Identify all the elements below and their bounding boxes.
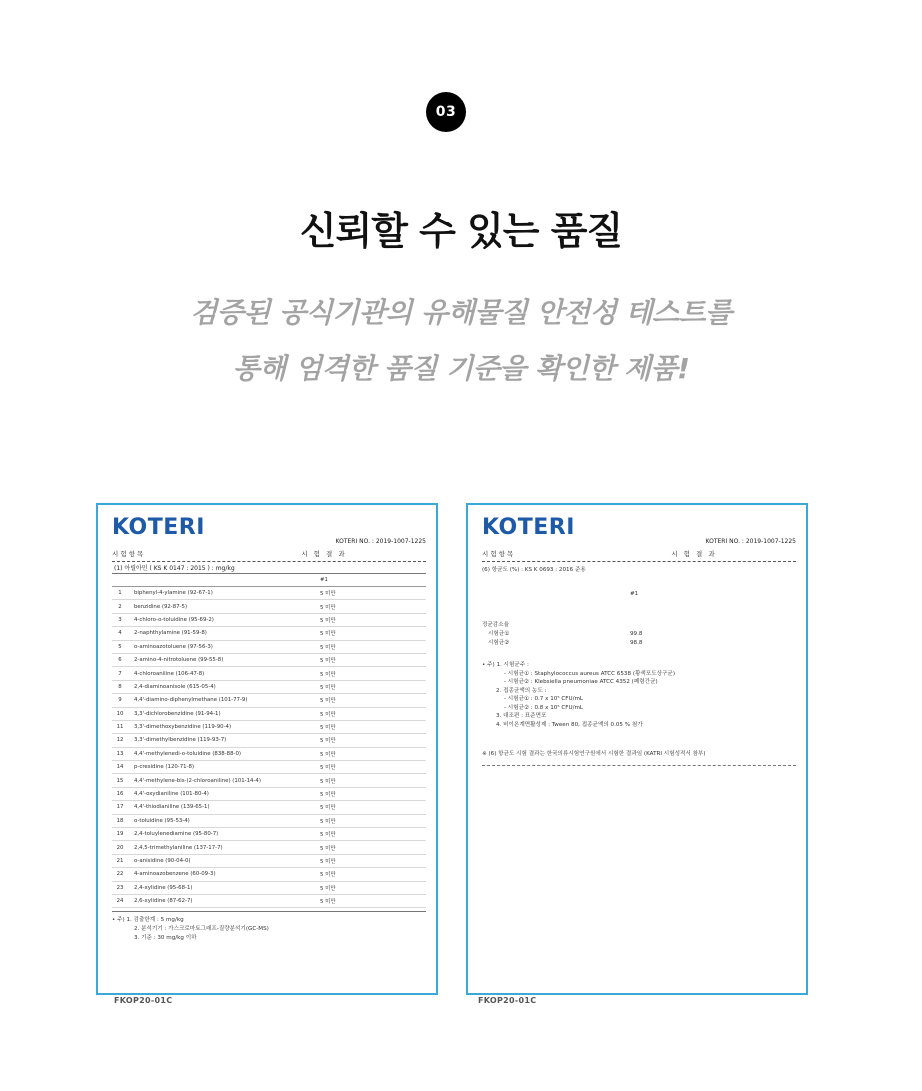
table-row <box>112 614 426 627</box>
row-number: 9 <box>118 697 122 704</box>
row-number: 5 <box>118 643 122 650</box>
substance-name: 4-aminoazobenzene (60-09-3) <box>134 871 216 878</box>
table-row <box>112 748 426 761</box>
section-title: (1) 아릴아민 ( KS K 0147 : 2015 ) : mg/kg <box>114 565 235 572</box>
table-row <box>112 708 426 721</box>
row-number: 2 <box>118 603 122 610</box>
form-code-right: FKOP20-01C <box>478 996 537 1005</box>
table-row <box>112 721 426 734</box>
result-value: 5 미만 <box>320 711 336 718</box>
substance-name: 2,4-diaminoanisole (615-05-4) <box>134 683 216 690</box>
result-value: 5 미만 <box>320 845 336 852</box>
report-notes <box>112 911 426 943</box>
row-number: 16 <box>116 791 124 798</box>
table-row <box>112 868 426 881</box>
row-number: 6 <box>118 657 122 664</box>
result-value: 5 미만 <box>320 604 336 611</box>
result-value: 5 미만 <box>320 885 336 892</box>
substance-name: 4,4'-methylenedi-o-toluidine (838-88-0) <box>134 750 242 757</box>
report-number: KOTERI NO. : 2019-1007-1225 <box>335 538 426 545</box>
table-row <box>112 600 426 613</box>
result-value: 5 미만 <box>320 631 336 638</box>
subtitle <box>0 285 922 397</box>
substance-name: o-aminoazotoluene (97-56-3) <box>134 643 213 650</box>
header-test-result: 시 험 결 과 <box>301 550 347 558</box>
result-value: 5 미만 <box>320 751 336 758</box>
result-value: 5 미만 <box>320 617 336 624</box>
row-number: 24 <box>116 898 124 905</box>
subtitle-line-2: 통해 엄격한 품질 기준을 확인한 제품! <box>232 352 690 385</box>
substance-name: 2-naphthylamine (91-59-8) <box>134 630 207 637</box>
koteri-logo: KOTERI <box>482 515 575 540</box>
table-row <box>112 855 426 868</box>
substance-name: 4,4'-methylene-bis-(2-chloroaniline) (101-14-4) <box>134 777 261 784</box>
row-number: 18 <box>116 817 124 824</box>
report-notes <box>482 661 796 729</box>
report-header <box>112 549 426 562</box>
header-test-item: 시 험 항 목 <box>482 550 514 558</box>
substance-name: 2,4-xylidine (95-68-1) <box>134 884 193 891</box>
note-line: - 시험균② : Klebsiella pneumoniae ATCC 4352 (폐렴간균) <box>504 679 658 685</box>
row-number: 21 <box>116 858 124 864</box>
substance-name: p-cresidine (120-71-8) <box>134 764 195 771</box>
test-report-right <box>466 503 808 995</box>
koteri-logo: KOTERI <box>112 515 205 540</box>
table-row <box>112 788 426 801</box>
result-value: 5 미만 <box>320 684 336 691</box>
table-row <box>112 734 426 747</box>
result-label: 시험균① <box>488 631 510 637</box>
substance-name: 4,4'-oxydianiline (101-80-4) <box>134 791 209 798</box>
table-row <box>112 841 426 854</box>
note-line: - 시험균① : Staphylococcus aureus ATCC 6538 (황색포도상구균) <box>504 670 676 677</box>
table-row <box>112 627 426 640</box>
row-number: 20 <box>116 844 124 851</box>
result-label: 시험균② <box>488 640 510 646</box>
table-row <box>112 681 426 694</box>
note-line: 4. 비이온계면활성제 : Tween 80, 접종균액의 0.05 % 첨가 <box>496 721 643 728</box>
result-value: 5 미만 <box>320 738 336 745</box>
result-value: 5 미만 <box>320 671 336 678</box>
result-value: 5 미만 <box>320 818 336 825</box>
page-title: 신뢰할 수 있는 품질 <box>299 209 623 253</box>
table-row <box>112 815 426 828</box>
report-header <box>482 549 796 562</box>
result-value: 5 미만 <box>320 792 336 799</box>
result-value: 5 미만 <box>320 725 336 732</box>
substance-name: 4,4'-diamino-diphenylmethane (101-77-9) <box>134 697 248 704</box>
subtitle-line-1: 검증된 공식기관의 유해물질 안전성 테스트를 <box>190 296 732 329</box>
row-number: 8 <box>118 683 122 690</box>
note-line: 3. 기준 : 30 mg/kg 이하 <box>134 935 197 941</box>
table-row <box>112 761 426 774</box>
row-number: 12 <box>116 737 124 744</box>
result-value: 5 미만 <box>320 859 336 865</box>
table-row <box>112 587 426 600</box>
row-number: 1 <box>118 590 122 597</box>
column-head: #1 <box>630 591 639 597</box>
step-badge: 03 <box>426 92 466 132</box>
substance-name: 2,4-toluylenediamine (95-80-7) <box>134 831 219 838</box>
row-number: 7 <box>118 670 122 677</box>
arylamine-table <box>112 573 426 908</box>
row-number: 17 <box>116 804 124 811</box>
test-report-left <box>96 503 438 995</box>
result-value: 98.8 <box>630 640 643 646</box>
table-row <box>112 654 426 667</box>
row-number: 10 <box>116 710 124 717</box>
substance-name: o-toluidine (95-53-4) <box>134 817 190 824</box>
row-number: 11 <box>116 724 124 731</box>
substance-name: 4-chloro-o-toluidine (95-69-2) <box>134 616 214 623</box>
result-value: 5 미만 <box>320 698 336 705</box>
substance-name: o-anisidine (90-04-0) <box>134 858 191 864</box>
final-remark: ※ (6) 항균도 시험 결과는 한국의류시험연구원에서 시험한 결과임 (KATRI 시험성적서 참부) <box>482 749 796 766</box>
result-value: 5 미만 <box>320 778 336 785</box>
result-row <box>482 639 796 648</box>
table-row <box>112 641 426 654</box>
rows-title: 정균감소율 <box>482 622 510 628</box>
result-value: 5 미만 <box>320 644 336 651</box>
report-number: KOTERI NO. : 2019-1007-1225 <box>705 538 796 545</box>
note-line: • 주) 1. 시험균주 : <box>482 662 529 668</box>
substance-name: biphenyl-4-ylamine (92-67-1) <box>134 590 213 597</box>
note-line: - 시험균② : 0.8 x 10⁵ CFU/mL <box>504 704 584 711</box>
table-row <box>112 882 426 895</box>
substance-name: 3,3'-dimethoxybenzidine (119-90-4) <box>134 724 232 731</box>
header-test-item: 시 험 항 목 <box>112 550 144 558</box>
substance-name: 2,4,5-trimethylaniline (137-17-7) <box>134 844 223 851</box>
column-head: #1 <box>320 577 328 583</box>
result-value: 5 미만 <box>320 899 336 906</box>
row-number: 13 <box>116 750 124 757</box>
note-line: - 시험균① : 0.7 x 10⁵ CFU/mL <box>504 696 584 702</box>
table-row <box>112 774 426 787</box>
result-value: 5 미만 <box>320 591 336 598</box>
substance-name: 4-chloroaniline (106-47-8) <box>134 670 205 677</box>
table-header-row <box>112 574 426 587</box>
row-number: 14 <box>116 764 124 771</box>
substance-name: benzidine (92-87-5) <box>134 603 188 610</box>
result-value: 5 미만 <box>320 658 336 665</box>
row-number: 4 <box>118 630 122 637</box>
table-row <box>112 801 426 814</box>
table-row <box>112 667 426 680</box>
result-value: 5 미만 <box>320 832 336 839</box>
table-row <box>112 828 426 841</box>
antibacterial-results <box>482 621 796 648</box>
row-number: 22 <box>116 871 124 878</box>
result-value: 5 미만 <box>320 765 336 772</box>
row-number: 3 <box>118 616 122 623</box>
note-line: 3. 대조편 : 표준면포 <box>496 713 547 719</box>
note-line: • 주) 1. 검출한계 : 5 mg/kg <box>112 917 184 923</box>
section-title: (6) 항균도 (%) : KS K 0693 : 2016 준용 <box>482 567 586 573</box>
row-number: 19 <box>116 831 124 838</box>
table-row <box>112 895 426 908</box>
note-line: 2. 분석기기 : 가스크로마토그래프-질량분석기(GC-MS) <box>134 926 269 932</box>
row-number: 15 <box>116 777 124 784</box>
row-number: 23 <box>116 884 124 891</box>
substance-name: 3,3'-dichlorobenzidine (91-94-1) <box>134 710 221 717</box>
result-row <box>482 630 796 639</box>
result-value: 99.8 <box>630 631 643 637</box>
result-value: 5 미만 <box>320 872 336 879</box>
substance-name: 4,4'-thiodianiline (139-65-1) <box>134 804 210 811</box>
note-line: 2. 접종균액의 농도 : <box>496 687 547 694</box>
form-code-left: FKOP20-01C <box>114 996 173 1005</box>
substance-name: 2,6-xylidine (87-62-7) <box>134 898 193 905</box>
table-row <box>112 694 426 707</box>
substance-name: 3,3'-dimethylbenzidine (119-93-7) <box>134 737 227 744</box>
header-test-result: 시 험 결 과 <box>671 550 717 558</box>
substance-name: 2-amino-4-nitrotoluene (99-55-8) <box>134 657 224 664</box>
result-value: 5 미만 <box>320 805 336 812</box>
